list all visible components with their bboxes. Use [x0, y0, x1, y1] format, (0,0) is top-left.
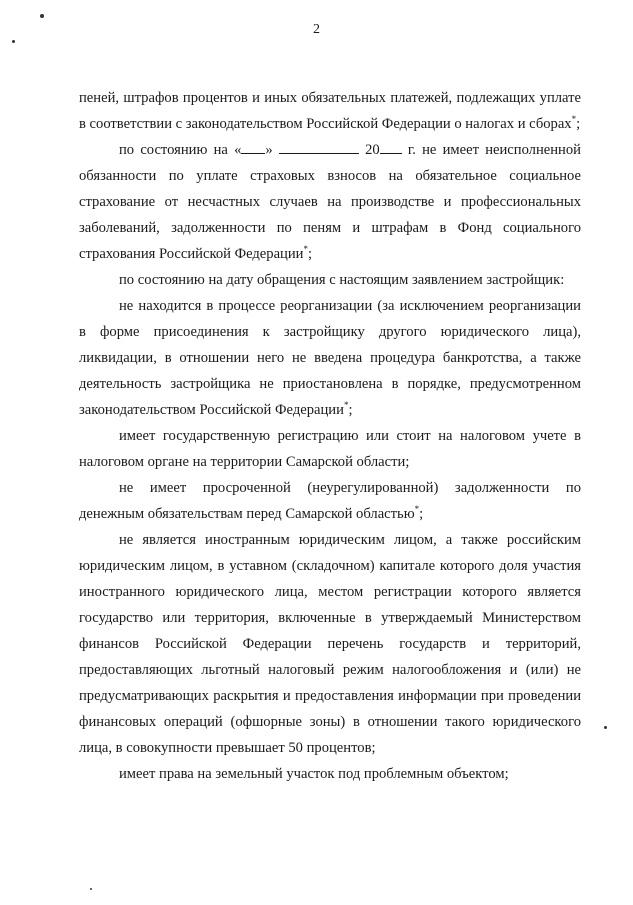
footnote-marker: *	[303, 244, 308, 255]
paragraph-status-date: по состоянию на дату обращения с настоящим заявлением застройщик:	[119, 272, 565, 288]
page-number: 2	[313, 22, 320, 37]
scan-speck	[40, 14, 44, 18]
footnote-marker: *	[343, 400, 349, 411]
date-day-blank	[241, 138, 265, 154]
footnote-marker: *	[571, 114, 577, 125]
paragraph-insurance-debt: по состоянию на « » 20 г. не имеет неисполненной обязанности по уплате страховых взносов на обязательное социальное страхование от несчастных случаев на производстве и профессиональных заболеваний, задолженности по пеням и штрафам в Фонд социального страхования Российской Федерации*;	[79, 137, 581, 267]
paragraph-registration: имеет государственную регистрацию или стоит на налоговом учете в налоговом органе на территории Самарской области;	[79, 428, 581, 470]
paragraph-no-overdue-debt: не имеет просроченной (неурегулированной) задолженности по денежным обязательствам перед Самарской областью*;	[79, 480, 581, 522]
footnote-marker: *	[414, 504, 420, 515]
paragraph-land-rights: имеет права на земельный участок под проблемным объектом;	[119, 766, 509, 782]
date-year-blank	[380, 138, 402, 154]
paragraph-not-foreign-entity: не является иностранным юридическим лицом, а также российским юридическим лицом, в уставном (складочном) капитале которого доля участия иностранного юридического лица, местом регистрации которого является государство или территория, включенные в утверждаемый Министерством финансов Российской Федерации перечень государств и территорий, предоставляющих льготный налоговый режим налогообложения и (или) не предусматривающих раскрытия и предоставления информации при проведении финансовых операций (офшорные зоны) в отношении такого юридического лица, в совокупности превышает 50 процентов;	[79, 532, 581, 756]
paragraph-penalties: пеней, штрафов процентов и иных обязательных платежей, подлежащих уплате в соответствии с законодательством Российской Федерации о налогах и сборах*;	[79, 90, 581, 132]
scan-speck	[12, 40, 15, 43]
date-month-blank	[279, 138, 359, 154]
document-body	[79, 85, 581, 787]
paragraph-no-reorganization: не находится в процессе реорганизации (за исключением реорганизации в форме присоединения к застройщику другого юридического лица), ликвидации, в отношении него не введена процедура банкротства, а также деятельность застройщика не приостановлена в порядке, предусмотренном законодательством Российской Федерации*;	[79, 298, 581, 418]
scan-speck	[90, 888, 92, 890]
scan-speck	[604, 726, 607, 729]
